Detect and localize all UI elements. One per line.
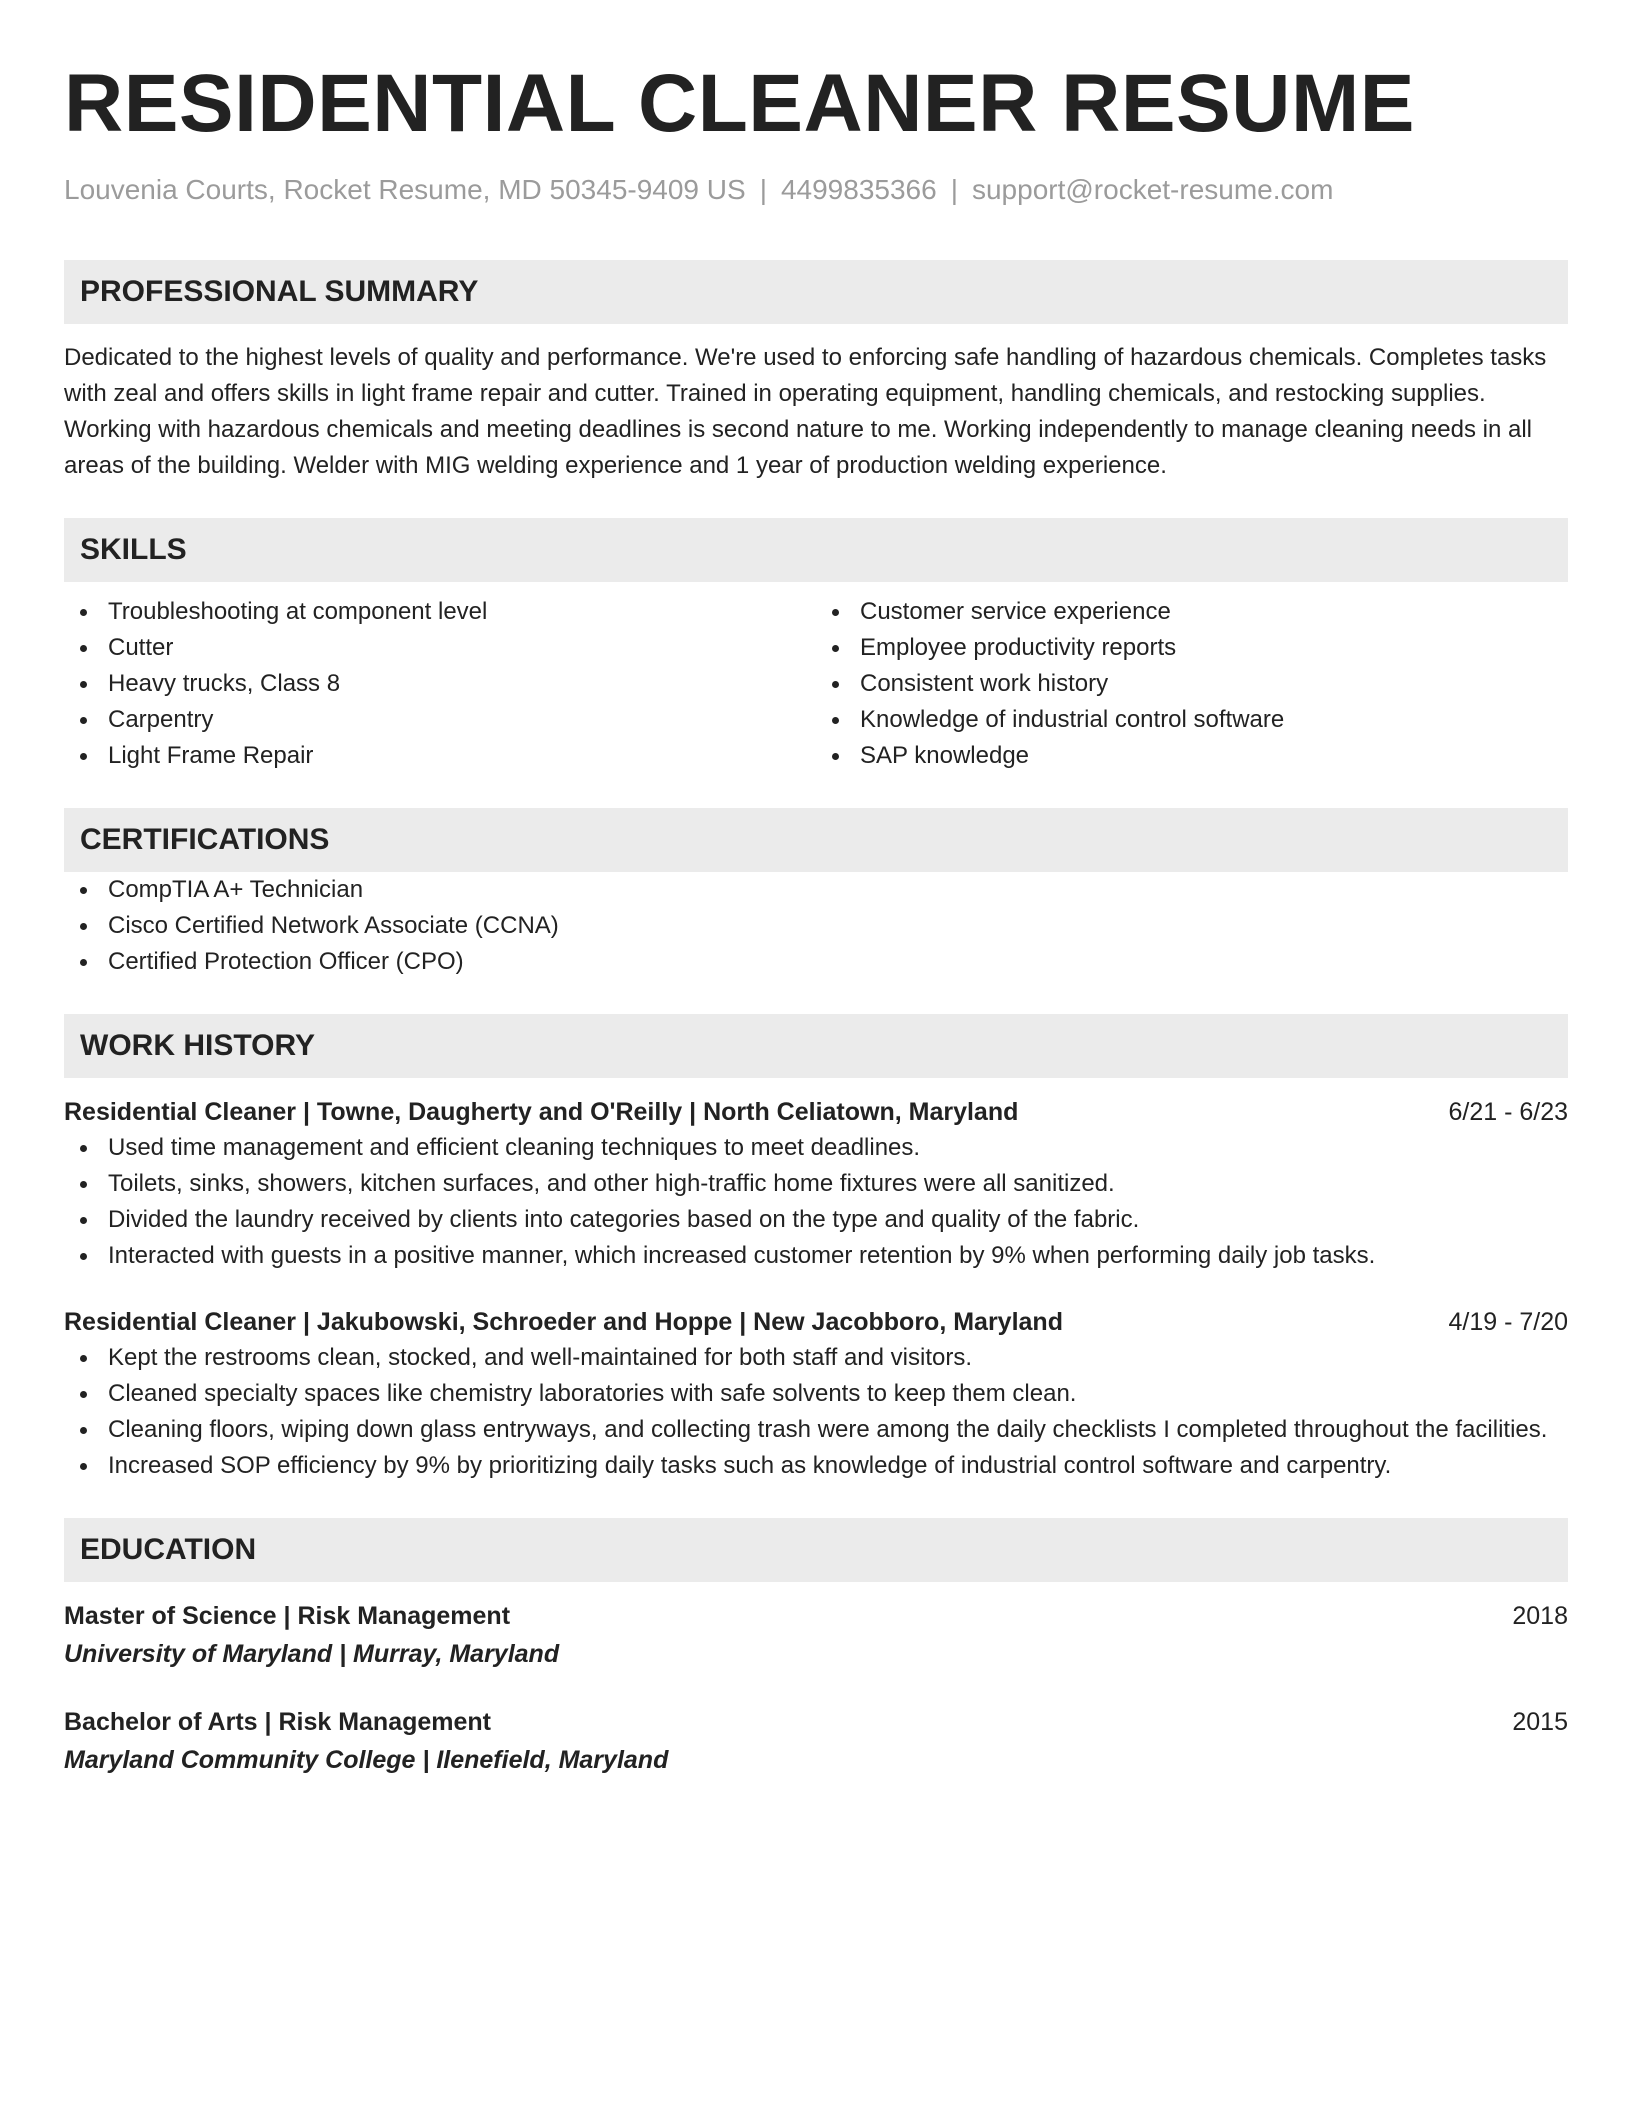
education-year: 2015 — [1512, 1708, 1568, 1736]
job-dates: 4/19 - 7/20 — [1448, 1308, 1568, 1336]
skill-item: Light Frame Repair — [64, 738, 816, 774]
education-entry — [64, 1704, 1568, 1780]
skill-item: Customer service experience — [816, 594, 1568, 630]
education-school: University of Maryland | Murray, Maryland — [64, 1640, 560, 1668]
contact-separator: | — [759, 174, 767, 205]
section-header-work-history: WORK HISTORY — [64, 1014, 1568, 1078]
job-bullet: Interacted with guests in a positive manner, which increased customer retention by 9% when performing daily job tasks. — [64, 1238, 1568, 1274]
education-header — [64, 1704, 1568, 1740]
skill-item: Carpentry — [64, 702, 816, 738]
contact-line — [64, 172, 1568, 208]
job-bullet: Kept the restrooms clean, stocked, and well-maintained for both staff and visitors. — [64, 1340, 1568, 1376]
skill-item: Consistent work history — [816, 666, 1568, 702]
education-school: Maryland Community College | Ilenefield, Maryland — [64, 1746, 669, 1774]
job-bullets — [64, 1340, 1568, 1484]
skill-item: SAP knowledge — [816, 738, 1568, 774]
section-header-education: EDUCATION — [64, 1518, 1568, 1582]
skill-item: Employee productivity reports — [816, 630, 1568, 666]
certifications-list — [64, 872, 1568, 980]
job-bullet: Cleaned specialty spaces like chemistry laboratories with safe solvents to keep them clean. — [64, 1376, 1568, 1412]
skill-item: Heavy trucks, Class 8 — [64, 666, 816, 702]
certification-item: CompTIA A+ Technician — [64, 872, 1568, 908]
skill-item: Cutter — [64, 630, 816, 666]
skill-item: Knowledge of industrial control software — [816, 702, 1568, 738]
contact-separator: | — [950, 174, 958, 205]
job-bullet: Increased SOP efficiency by 9% by prioritizing daily tasks such as knowledge of industrial control software and carpentry. — [64, 1448, 1568, 1484]
education-degree: Master of Science | Risk Management — [64, 1602, 511, 1630]
summary-text: Dedicated to the highest levels of quality and performance. We're used to enforcing safe handling of hazardous chemicals. Completes tasks with zeal and offers skills in light frame repair and cutter. Trained in operating equipment, handling chemicals, and restocking supplies. Working with hazardous chemicals and meeting deadlines is second nature to me. Working independently to manage cleaning needs in all areas of the building. Welder with MIG welding experience and 1 year of production welding experience. — [64, 344, 1547, 479]
skill-item: Troubleshooting at component level — [64, 594, 816, 630]
education-year: 2018 — [1512, 1602, 1568, 1630]
job-title: Residential Cleaner | Jakubowski, Schroeder and Hoppe | New Jacobboro, Maryland — [64, 1308, 1063, 1336]
education-entry — [64, 1598, 1568, 1674]
certification-item: Certified Protection Officer (CPO) — [64, 944, 1568, 980]
job-bullet: Toilets, sinks, showers, kitchen surfaces, and other high-traffic home fixtures were all sanitized. — [64, 1166, 1568, 1202]
job-header — [64, 1304, 1568, 1340]
education-degree: Bachelor of Arts | Risk Management — [64, 1708, 492, 1736]
job-header — [64, 1094, 1568, 1130]
contact-phone: 4499835366 — [780, 174, 937, 205]
section-header-certifications: CERTIFICATIONS — [64, 808, 1568, 872]
job-bullet: Used time management and efficient cleaning techniques to meet deadlines. — [64, 1130, 1568, 1166]
resume-title: RESIDENTIAL CLEANER RESUME — [64, 58, 1415, 149]
job-dates: 6/21 - 6/23 — [1448, 1098, 1568, 1126]
skills-grid — [64, 594, 1568, 774]
job-entry — [64, 1094, 1568, 1274]
job-bullets — [64, 1130, 1568, 1274]
certification-item: Cisco Certified Network Associate (CCNA) — [64, 908, 1568, 944]
job-title: Residential Cleaner | Towne, Daugherty and O'Reilly | North Celiatown, Maryland — [64, 1098, 1019, 1126]
section-header-skills: SKILLS — [64, 518, 1568, 582]
job-bullet: Divided the laundry received by clients into categories based on the type and quality of the fabric. — [64, 1202, 1568, 1238]
job-bullet: Cleaning floors, wiping down glass entryways, and collecting trash were among the daily checklists I completed throughout the facilities. — [64, 1412, 1568, 1448]
skills-column-right — [816, 594, 1568, 774]
education-header — [64, 1598, 1568, 1634]
contact-email: support@rocket-resume.com — [971, 174, 1334, 205]
job-entry — [64, 1304, 1568, 1484]
contact-address: Louvenia Courts, Rocket Resume, MD 50345-9409 US — [64, 174, 746, 205]
skills-column-left — [64, 594, 816, 774]
section-header-summary: PROFESSIONAL SUMMARY — [64, 260, 1568, 324]
